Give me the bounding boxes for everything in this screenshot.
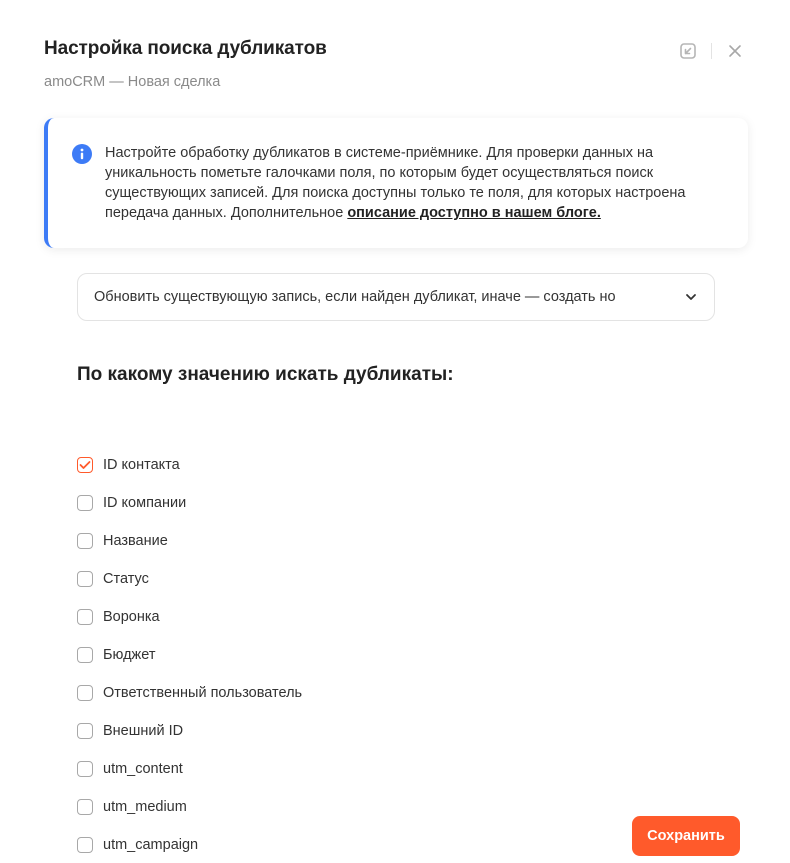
field-option-label: Воронка (103, 609, 160, 625)
checkbox[interactable] (77, 533, 93, 549)
checkbox[interactable] (77, 495, 93, 511)
checkbox[interactable] (77, 761, 93, 777)
select-value: Обновить существующую запись, если найден дубликат, иначе — создать но (94, 289, 616, 305)
field-option-label: utm_medium (103, 799, 187, 815)
field-option-status[interactable] (77, 560, 302, 598)
info-text (105, 143, 730, 223)
field-option-responsible-user[interactable] (77, 674, 302, 712)
field-option-utm-medium[interactable] (77, 788, 302, 826)
info-text-body: Настройте обработку дубликатов в системе-приёмнике. Для проверки данных на уникальность пометьте галочками поля, по которым будет осуществляться поиск существующих записей. Для поиска доступны только те поля, для которых настроена передача данных. Дополнительное (105, 145, 686, 221)
header-actions (677, 40, 746, 62)
field-option-external-id[interactable] (77, 712, 302, 750)
checkbox-checked[interactable] (77, 457, 93, 473)
field-option-label: Статус (103, 571, 149, 587)
checkbox[interactable] (77, 647, 93, 663)
field-option-label: utm_campaign (103, 837, 199, 853)
field-option-pipeline[interactable] (77, 598, 302, 636)
section-title: По какому значению искать дубликаты: (77, 364, 454, 385)
field-option-budget[interactable] (77, 636, 302, 674)
chevron-down-icon (684, 290, 698, 304)
checkbox[interactable] (77, 571, 93, 587)
info-icon (72, 144, 92, 164)
open-external-icon[interactable] (677, 40, 699, 62)
field-option-label: utm_content (103, 761, 183, 777)
duplicate-action-select[interactable] (77, 273, 715, 321)
modal-title: Настройка поиска дубликатов (44, 38, 327, 59)
field-option-label: ID контакта (103, 457, 180, 473)
field-option-label: Внешний ID (103, 723, 184, 739)
close-icon[interactable] (724, 40, 746, 62)
info-callout (44, 118, 748, 248)
header-divider (711, 43, 712, 59)
field-option-label: Бюджет (103, 647, 156, 663)
save-button[interactable]: Сохранить (632, 816, 740, 856)
field-option-utm-campaign[interactable] (77, 826, 302, 863)
checkbox[interactable] (77, 799, 93, 815)
checkbox[interactable] (77, 609, 93, 625)
checkbox[interactable] (77, 837, 93, 853)
field-option-name[interactable] (77, 522, 302, 560)
field-option-label: Ответственный пользователь (103, 685, 303, 701)
checkbox[interactable] (77, 723, 93, 739)
blog-link[interactable]: описание доступно в нашем блоге. (347, 205, 601, 221)
checkbox[interactable] (77, 685, 93, 701)
field-option-utm-content[interactable] (77, 750, 302, 788)
field-checklist (77, 446, 302, 863)
modal-subtitle: amoCRM — Новая сделка (44, 74, 221, 90)
field-option-contact-id[interactable] (77, 446, 302, 484)
field-option-label: Название (103, 533, 168, 549)
field-option-company-id[interactable] (77, 484, 302, 522)
field-option-label: ID компании (103, 495, 187, 511)
